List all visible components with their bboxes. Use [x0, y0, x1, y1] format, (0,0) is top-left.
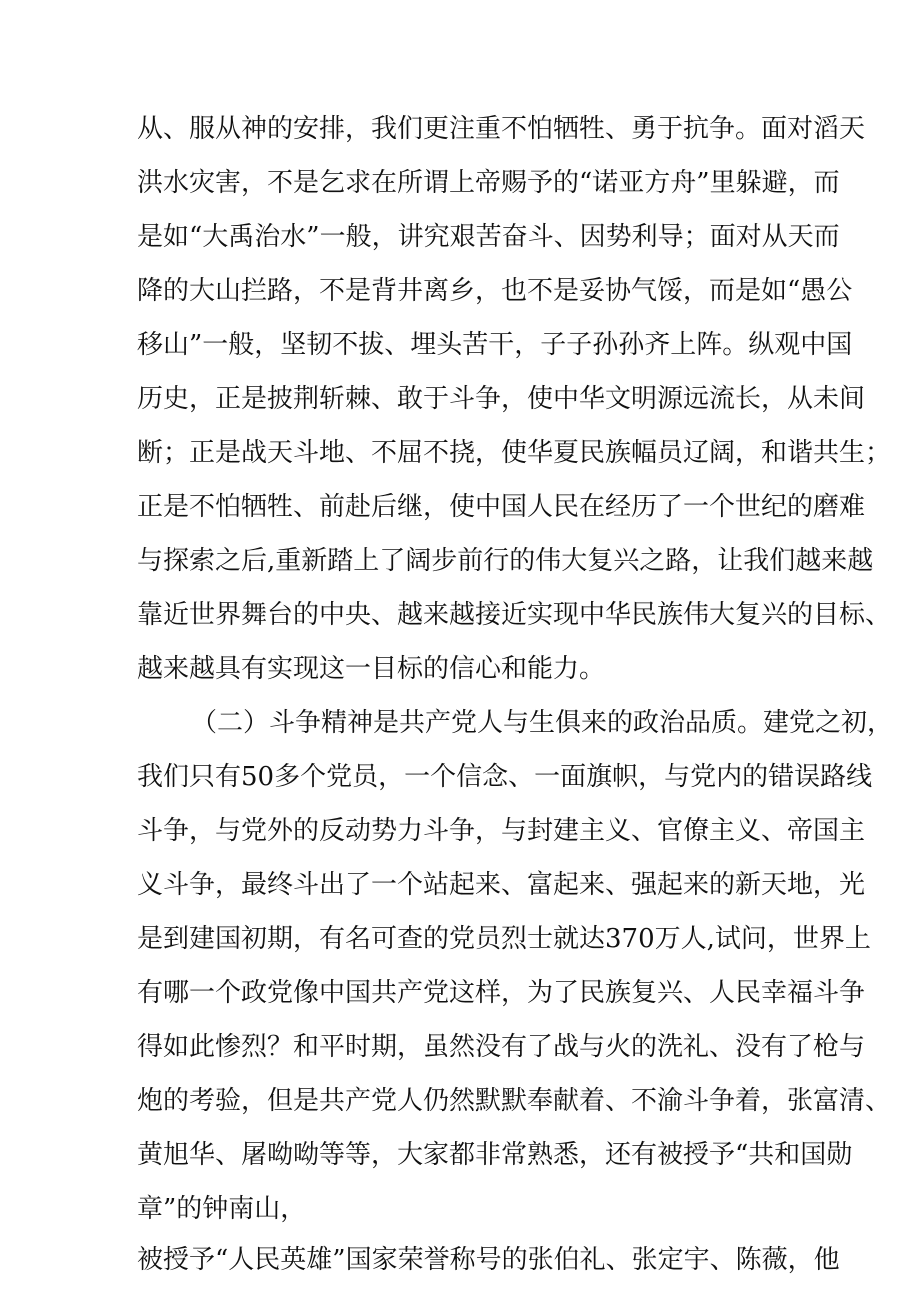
body-text-line: 炮的考验，但是共产党人仍然默默奉献着、不渝斗争着，张富清、 [137, 1086, 892, 1116]
body-text-line: 是如“大禹治水”一般，讲究艰苦奋斗、因势利导；面对从天而 [137, 222, 840, 252]
body-text-line: 是到建国初期，有名可查的党员烈士就达370万人,试问，世界上 [137, 924, 871, 954]
body-text-line: 我们只有50多个党员，一个信念、一面旗帜，与党内的错误路线 [137, 762, 873, 792]
body-text-line: 降的大山拦路，不是背井离乡，也不是妥协气馁，而是如“愚公 [137, 276, 853, 306]
section-heading-line: （二）斗争精神是共产党人与生俱来的政治品质。建党之初， [191, 708, 894, 738]
body-text-line: 断；正是战天斗地、不屈不挠，使华夏民族幅员辽阔，和谐共生； [137, 438, 892, 468]
body-text-line: 正是不怕牺牲、前赴后继，使中国人民在经历了一个世纪的磨难 [137, 492, 866, 522]
body-text-line: 历史，正是披荆斩棘、敢于斗争，使中华文明源远流长，从未间 [137, 384, 866, 414]
body-text-line: 得如此惨烈？和平时期，虽然没有了战与火的洗礼、没有了枪与 [137, 1032, 866, 1062]
body-text-line: 斗争，与党外的反动势力斗争，与封建主义、官僚主义、帝国主 [137, 816, 866, 846]
body-text-line: 义斗争，最终斗出了一个站起来、富起来、强起来的新天地，光 [137, 870, 866, 900]
body-text-line: 移山”一般，坚韧不拔、埋头苦干，子子孙孙齐上阵。纵观中国 [137, 330, 853, 360]
body-text-line: 章”的钟南山， [137, 1194, 307, 1224]
body-text-line: 越来越具有实现这一目标的信心和能力。 [137, 654, 606, 684]
body-text-line: 有哪一个政党像中国共产党这样，为了民族复兴、人民幸福斗争 [137, 978, 866, 1008]
body-text-line: 被授予“人民英雄”国家荣誉称号的张伯礼、张定宇、陈薇，他 [137, 1245, 840, 1275]
body-text-line: 洪水灾害，不是乞求在所谓上帝赐予的“诺亚方舟”里躲避，而 [137, 168, 840, 198]
body-text-line: 黄旭华、屠呦呦等等，大家都非常熟悉，还有被授予“共和国勋 [137, 1140, 853, 1170]
body-text-line: 与探索之后,重新踏上了阔步前行的伟大复兴之路，让我们越来越 [137, 546, 874, 576]
body-text-line: 从、服从神的安排，我们更注重不怕牺牲、勇于抗争。面对滔天 [137, 114, 866, 144]
body-text-line: 靠近世界舞台的中央、越来越接近实现中华民族伟大复兴的目标、 [137, 600, 892, 630]
